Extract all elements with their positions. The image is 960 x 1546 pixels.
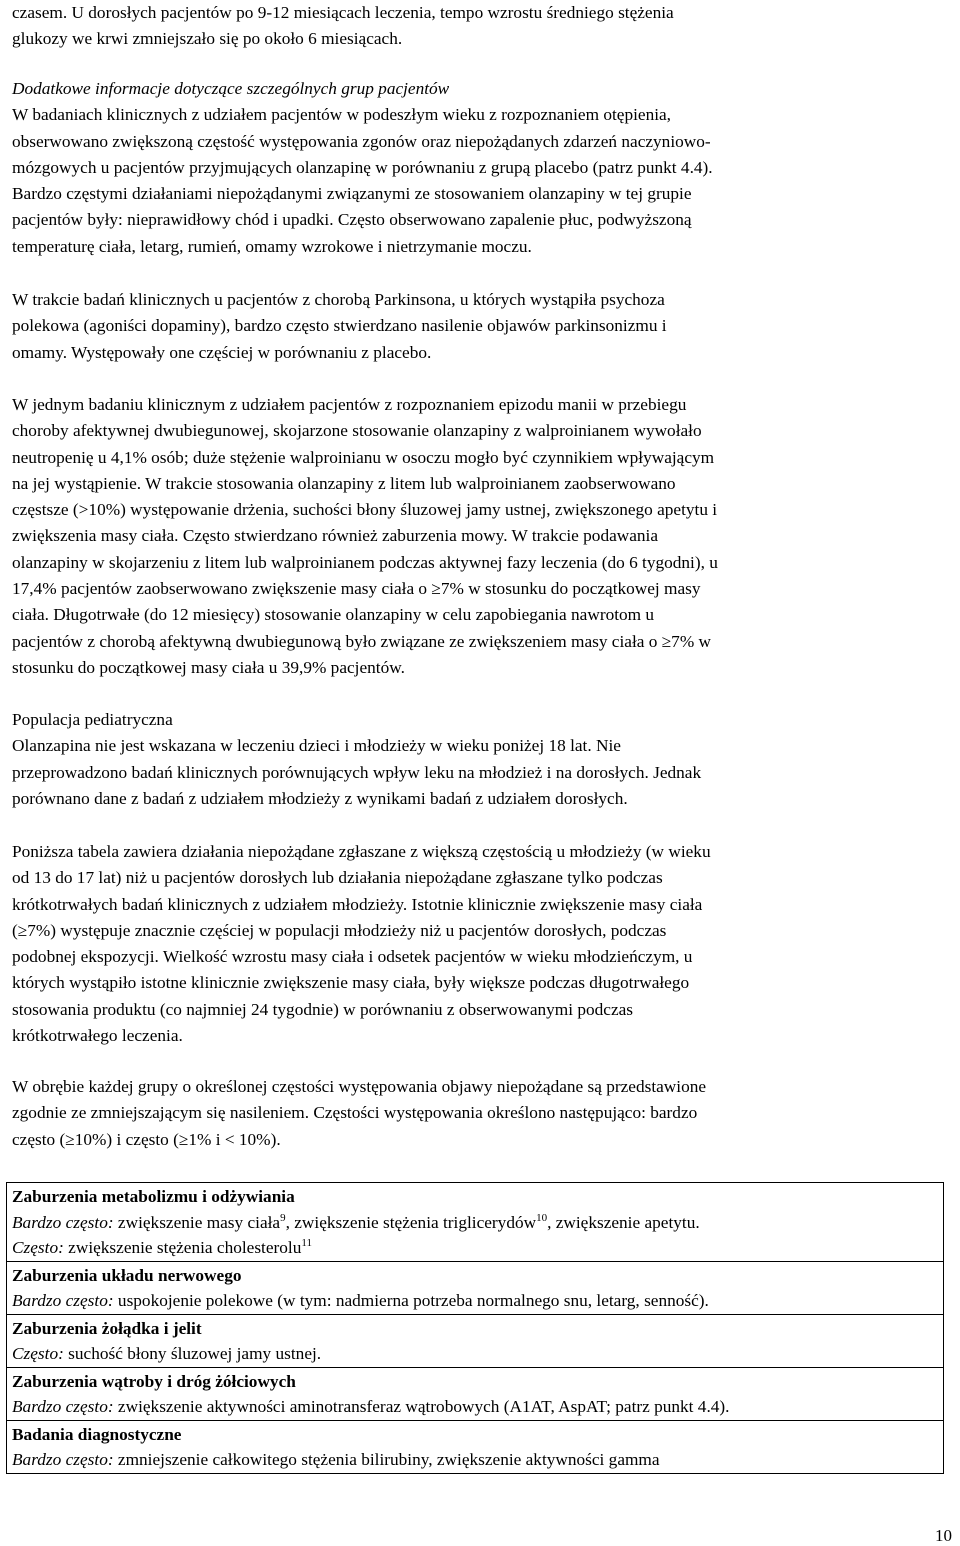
- frequency-label: Bardzo często:: [12, 1397, 114, 1416]
- text-line: pacjentów były: nieprawidłowy chód i upadki. Często obserwowano zapalenie płuc, podwyższoną: [12, 210, 692, 230]
- adverse-reactions-table: [6, 1182, 944, 1474]
- table-section: [7, 1315, 943, 1368]
- reaction-text: zwiększenie masy ciała: [113, 1212, 281, 1232]
- section-heading: Dodatkowe informacje dotyczące szczególnych grup pacjentów: [12, 79, 450, 98]
- text-line: stosunku do początkowej masy ciała u 39,9% pacjentów.: [12, 657, 405, 677]
- table-section: [7, 1368, 943, 1421]
- text-line: Poniższa tabela zawiera działania niepożądane zgłaszane z większą częstością u młodzieży (w wieku: [12, 842, 711, 861]
- reaction-text: suchość błony śluzowej jamy ustnej.: [63, 1344, 322, 1363]
- frequency-label: Bardzo często:: [12, 1450, 114, 1469]
- table-row: [12, 1447, 938, 1473]
- text-line: polekowa (agoniści dopaminy), bardzo często stwierdzano nasilenie objawów parkinsonizmu i: [12, 316, 667, 336]
- frequency-label: Bardzo często:: [12, 1291, 114, 1310]
- parkinson-paragraph: [12, 287, 667, 366]
- elderly-section: [12, 76, 713, 260]
- text-line: W trakcie badań klinicznych u pacjentów z chorobą Parkinsona, u których wystąpiła psychoza: [12, 290, 665, 309]
- footnote-marker: 9: [280, 1211, 286, 1224]
- text-line: 17,4% pacjentów zaobserwowano zwiększenie masy ciała o ≥7% w stosunku do początkowej masy: [12, 579, 701, 599]
- text-line: przeprowadzono badań klinicznych porównujących wpływ leku na młodzież i na dorosłych. Jednak: [12, 762, 702, 782]
- text-line: krótkotrwałych badań klinicznych z udziałem młodzieży. Istotnie klinicznie zwiększenie masy ciała: [12, 894, 703, 914]
- text-line: glukozy we krwi zmniejszało się po około 6 miesiącach.: [12, 29, 403, 49]
- text-line: na jej wystąpienie. W trakcie stosowania olanzapiny z litem lub walproinianem zaobserwowano: [12, 473, 676, 493]
- text-line: czasem. U dorosłych pacjentów po 9-12 miesiącach leczenia, tempo wzrostu średniego stężenia: [12, 3, 674, 22]
- page-number: 10: [935, 1526, 952, 1545]
- text-line: stosowania produktu (co najmniej 24 tygodnie) w porównaniu z obserwowanymi podczas: [12, 999, 634, 1019]
- text-line: neutropenię u 4,1% osób; duże stężenie walproinianu w osoczu mogło być czynnikiem wpływającym: [12, 447, 715, 467]
- text-line: często (≥10%) i często (≥1% i < 10%).: [12, 1129, 281, 1149]
- table-row: [12, 1210, 938, 1236]
- text-line: których wystąpiło istotne klinicznie zwiększenie masy ciała, były większe podczas długotrwałego: [12, 973, 690, 993]
- text-line: (≥7%) występuje znacznie częściej w populacji młodzieży niż u pacjentów dorosłych, podczas: [12, 920, 667, 940]
- reaction-text: uspokojenie polekowe (w tym: nadmierna potrzeba normalnego snu, letarg, senność).: [113, 1291, 709, 1310]
- text-line: Olanzapina nie jest wskazana w leczeniu dzieci i młodzieży w wieku poniżej 18 lat. Nie: [12, 736, 621, 756]
- text-line: ciała. Długotrwałe (do 12 miesięcy) stosowanie olanzapiny w celu zapobiegania nawrotom u: [12, 605, 655, 625]
- table-section-heading: Badania diagnostyczne: [12, 1424, 182, 1444]
- table-row: [12, 1288, 938, 1314]
- text-line: W obrębie każdej grupy o określonej częstości występowania objawy niepożądane są przedstawione: [12, 1077, 707, 1096]
- reaction-text: zwiększenie aktywności aminotransferaz wątrobowych (A1AT, AspAT; patrz punkt 4.4).: [113, 1397, 730, 1416]
- text-line: mózgowych u pacjentów przyjmujących olanzapinę w porównaniu z grupą placebo (patrz punkt 4.4).: [12, 157, 713, 177]
- text-line: krótkotrwałego leczenia.: [12, 1026, 183, 1046]
- text-line: zgodnie ze zmniejszającym się nasileniem. Częstości występowania określono następująco: bardzo: [12, 1103, 698, 1123]
- text-line: Bardzo częstymi działaniami niepożądanymi związanymi ze stosowaniem olanzapiny w tej grupie: [12, 184, 692, 204]
- text-line: omamy. Występowały one częściej w porównaniu z placebo.: [12, 342, 432, 362]
- mania-paragraph: [12, 392, 718, 681]
- table-section: [7, 1421, 943, 1473]
- table-intro-paragraph: [12, 839, 711, 1049]
- table-row: [12, 1235, 938, 1261]
- frequency-label: Często:: [12, 1238, 64, 1257]
- text-line: częstsze (>10%) występowanie drżenia, suchości błony śluzowej jamy ustnej, zwiększonego apetytu i: [12, 500, 718, 520]
- text-line: obserwowano zwiększoną częstość występowania zgonów oraz niepożądanych zdarzeń naczyniowo-: [12, 131, 711, 151]
- text-line: zwiększenia masy ciała. Często stwierdzano również zaburzenia mowy. W trakcie podawania: [12, 526, 659, 546]
- text-line: W jednym badaniu klinicznym z udziałem pacjentów z rozpoznaniem epizodu manii w przebiegu: [12, 395, 687, 414]
- text-line: pacjentów z chorobą afektywną dwubiegunową było związane ze zwiększeniem masy ciała o ≥7% w: [12, 631, 712, 651]
- text-line: porównano dane z badań z udziałem młodzieży z wynikami badań z udziałem dorosłych.: [12, 788, 628, 808]
- table-row: [12, 1394, 938, 1420]
- table-section-heading: Zaburzenia metabolizmu i odżywiania: [12, 1187, 295, 1206]
- frequency-info-paragraph: [12, 1074, 706, 1153]
- table-section: [7, 1183, 943, 1262]
- table-section-heading: Zaburzenia wątroby i dróg żółciowych: [12, 1371, 296, 1391]
- table-section: [7, 1262, 943, 1315]
- frequency-label: Bardzo często:: [12, 1212, 114, 1232]
- reaction-text: zmniejszenie całkowitego stężenia bilirubiny, zwiększenie aktywności gamma: [113, 1450, 660, 1469]
- frequency-label: Często:: [12, 1344, 64, 1363]
- reaction-text: , zwiększenie stężenia triglicerydów: [285, 1212, 537, 1232]
- text-line: od 13 do 17 lat) niż u pacjentów dorosłych lub działania niepożądane zgłaszane tylko podczas: [12, 868, 663, 888]
- reaction-text: zwiększenie stężenia cholesterolu: [63, 1238, 302, 1257]
- section-heading: Populacja pediatryczna: [12, 710, 173, 729]
- text-line: olanzapiny w skojarzeniu z litem lub walproinianem podczas aktywnej fazy leczenia (do 6 tygodni), u: [12, 552, 718, 572]
- text-line: podobnej ekspozycji. Wielkość wzrostu masy ciała i odsetek pacjentów w wieku młodzieńczym, u: [12, 947, 693, 967]
- text-line: choroby afektywnej dwubiegunowej, skojarzone stosowanie olanzapiny z walproinianem wywołało: [12, 421, 702, 441]
- text-line: temperaturę ciała, letarg, rumień, omamy wzrokowe i nietrzymanie moczu.: [12, 236, 532, 256]
- pediatric-section: [12, 707, 701, 812]
- text-line: W badaniach klinicznych z udziałem pacjentów w podeszłym wieku z rozpoznaniem otępienia,: [12, 105, 671, 125]
- reaction-text: , zwiększenie apetytu.: [547, 1212, 700, 1232]
- footnote-marker: 10: [536, 1211, 548, 1224]
- footnote-marker: 11: [301, 1237, 312, 1249]
- table-section-heading: Zaburzenia układu nerwowego: [12, 1265, 242, 1285]
- table-section-heading: Zaburzenia żołądka i jelit: [12, 1318, 202, 1338]
- table-row: [12, 1341, 938, 1367]
- intro-paragraph: [12, 0, 674, 53]
